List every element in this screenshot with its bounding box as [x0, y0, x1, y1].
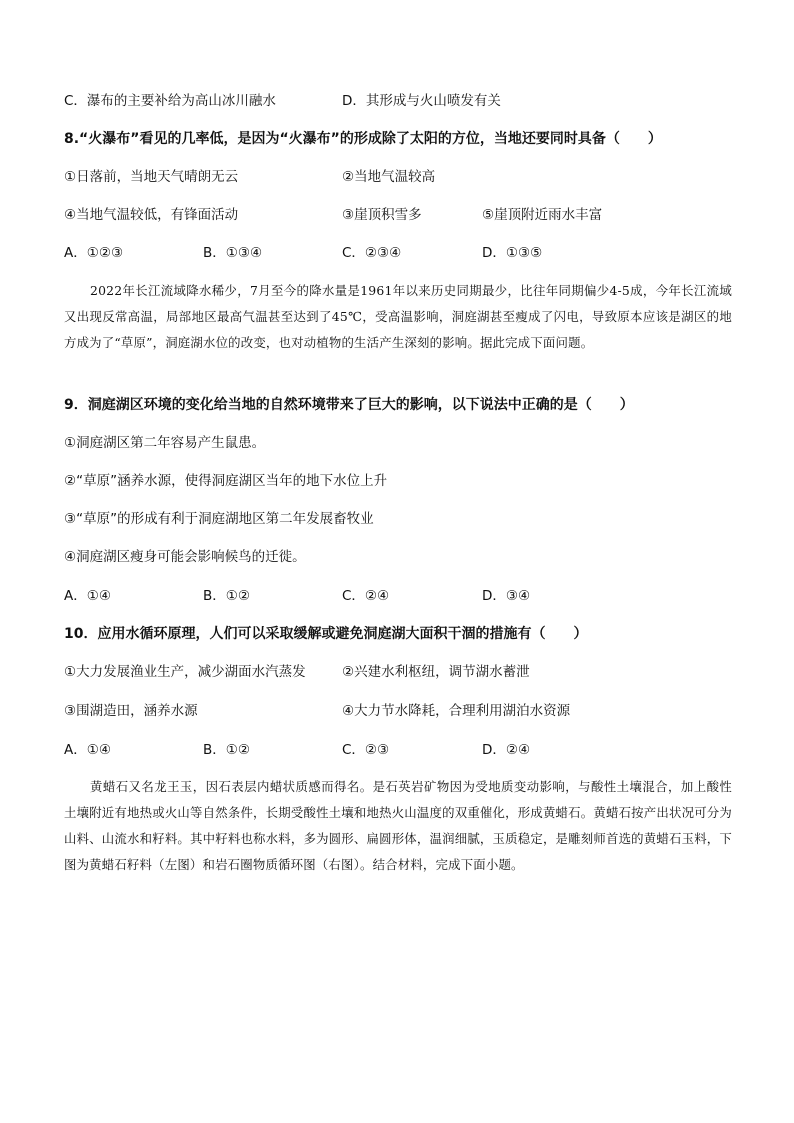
passage-huanglashi: 黄蜡石又名龙王玉，因石表层内蜡状质感而得名。是石英岩矿物因为受地质变动影响，与酸性土壤混合，加上酸性土壤附近有地热或火山等自然条件，长期受酸性土壤和地热火山温度的双重催化，形成黄蜡石。黄蜡石按产出状况可分为山料、山流水和籽料。其中籽料也称水料，多为圆形、扁圆形体，温润细腻，玉质稳定，是雕刻师首选的黄蜡石玉料，下图为黄蜡石籽料（左图）和岩石圈物质循环图（右图）。结合材料，完成下面小题。: [64, 779, 732, 872]
q8-item-3: ③崖顶积雪多: [342, 207, 422, 223]
q10-item-2: ②兴建水利枢纽，调节湖水蓄泄: [342, 664, 530, 680]
q8-item-5: ⑤崖顶附近雨水丰富: [482, 207, 603, 223]
q9-choice-d: D．③④: [482, 588, 531, 604]
q9-stem: 9．洞庭湖区环境的变化给当地的自然环境带来了巨大的影响，以下说法中正确的是（ ）: [64, 397, 634, 413]
q8-item-4: ④当地气温较低，有锋面活动: [64, 207, 239, 223]
q10-choice-d: D．②④: [482, 742, 531, 758]
q9-choice-b: B．①②: [203, 588, 250, 604]
q10-choice-b: B．①②: [203, 742, 250, 758]
q8-choice-c: C．②③④: [342, 245, 402, 261]
q7-option-d: D．其形成与火山喷发有关: [342, 93, 501, 109]
q10-item-4: ④大力节水降耗，合理利用湖泊水资源: [342, 703, 571, 719]
q9-choice-c: C．②④: [342, 588, 390, 604]
q9-item-2: ②“草原”涵养水源，使得洞庭湖区当年的地下水位上升: [64, 473, 388, 489]
q9-item-3: ③“草原”的形成有利于洞庭湖地区第二年发展畜牧业: [64, 511, 374, 527]
q9-choice-a: A．①④: [64, 588, 111, 604]
q7-option-c: C．瀑布的主要补给为高山冰川融水: [64, 93, 276, 109]
q8-stem: 8.“火瀑布”看见的几率低，是因为“火瀑布”的形成除了太阳的方位，当地还要同时具备（ ）: [64, 131, 662, 147]
q10-item-1: ①大力发展渔业生产，减少湖面水汽蒸发: [64, 664, 306, 680]
passage-dongting: 2022年长江流域降水稀少，7月至今的降水量是1961年以来历史同期最少，比往年同期偏少4-5成，今年长江流域又出现反常高温，局部地区最高气温甚至达到了45℃，受高温影响，洞庭湖甚至瘦成了闪电，导致原本应该是湖区的地方成为了“草原”，洞庭湖水位的改变，也对动植物的生活产生深刻的影响。据此完成下面问题。: [64, 283, 732, 350]
q8-item-1: ①日落前，当地天气晴朗无云: [64, 169, 239, 185]
q10-choice-a: A．①④: [64, 742, 111, 758]
q10-choice-c: C．②③: [342, 742, 390, 758]
q8-choice-a: A．①②③: [64, 245, 124, 261]
q9-item-1: ①洞庭湖区第二年容易产生鼠患。: [64, 435, 266, 451]
q8-choice-b: B．①③④: [203, 245, 263, 261]
q9-item-4: ④洞庭湖区瘦身可能会影响候鸟的迁徙。: [64, 549, 306, 565]
q10-stem: 10．应用水循环原理，人们可以采取缓解或避免洞庭湖大面积干涸的措施有（ ）: [64, 626, 588, 642]
q8-item-2: ②当地气温较高: [342, 169, 436, 185]
q10-item-3: ③围湖造田，涵养水源: [64, 703, 198, 719]
q8-choice-d: D．①③⑤: [482, 245, 543, 261]
